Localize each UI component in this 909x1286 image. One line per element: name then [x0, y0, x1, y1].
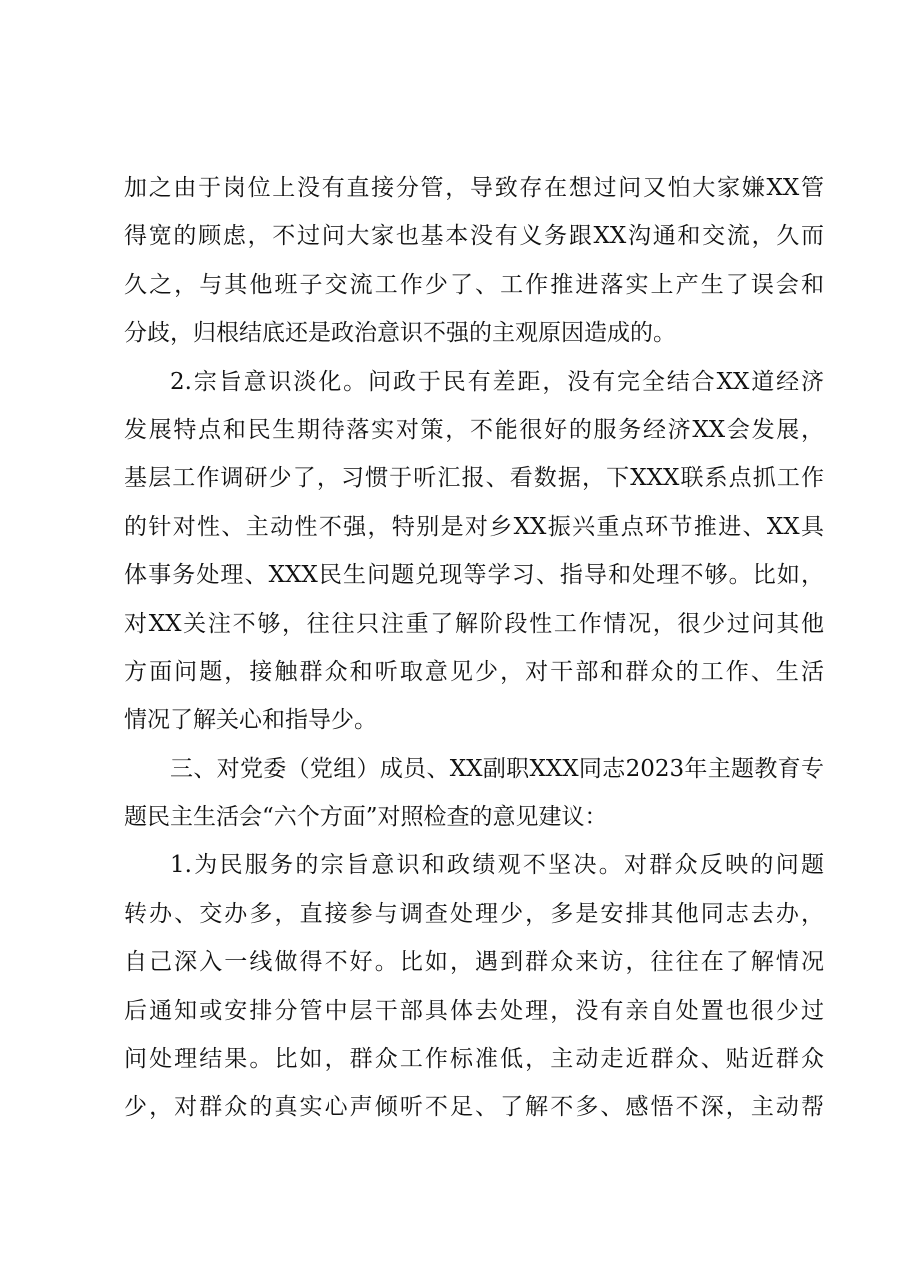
text-line: 后通知或安排分管中层干部具体去处理，没有亲自处置也很少过 [124, 997, 824, 1024]
section-heading-line: 三、对党委（党组）成员、XX副职XXX同志2023年主题教育专 [170, 755, 824, 782]
text-line: 问处理结果。比如，群众工作标准低，主动走近群众、贴近群众 [124, 1046, 824, 1073]
text-line: 发展特点和民生期待落实对策，不能很好的服务经济XX会发展， [124, 416, 824, 443]
text-line: 久之，与其他班子交流工作少了、工作推进落实上产生了误会和 [124, 271, 824, 298]
text-line: 基层工作调研少了，习惯于听汇报、看数据，下XXX联系点抓工作 [124, 465, 824, 492]
section-heading-line: 题民主生活会“六个方面”对照检查的意见建议： [124, 804, 608, 831]
text-line: 得宽的顾虑，不过问大家也基本没有义务跟XX沟通和交流，久而 [124, 223, 824, 250]
text-line: 自己深入一线做得不好。比如，遇到群众来访，往往在了解情况 [124, 949, 824, 976]
text-line: 方面问题，接触群众和听取意见少，对干部和群众的工作、生活 [124, 658, 824, 685]
document-body [124, 164, 824, 1132]
text-line: 转办、交办多，直接参与调查处理少，多是安排其他同志去办， [124, 900, 824, 927]
text-line: 的针对性、主动性不强，特别是对乡XX振兴重点环节推进、XX具 [124, 513, 824, 540]
text-line: 分歧，归根结底还是政治意识不强的主观原因造成的。 [124, 320, 676, 347]
paragraph-start-line: 1.为民服务的宗旨意识和政绩观不坚决。对群众反映的问题 [170, 852, 824, 879]
text-line: 加之由于岗位上没有直接分管，导致存在想过问又怕大家嫌XX管 [124, 175, 824, 201]
text-line: 少，对群众的真实心声倾听不足、了解不多、感悟不深，主动帮 [124, 1094, 824, 1121]
text-line: 体事务处理、XXX民生问题兑现等学习、指导和处理不够。比如， [124, 562, 824, 589]
paragraph-start-line: 2.宗旨意识淡化。问政于民有差距，没有完全结合XX道经济 [170, 368, 824, 395]
text-line: 对XX关注不够，往往只注重了解阶段性工作情况，很少过问其他 [124, 610, 824, 637]
text-line: 情况了解关心和指导少。 [124, 707, 377, 734]
